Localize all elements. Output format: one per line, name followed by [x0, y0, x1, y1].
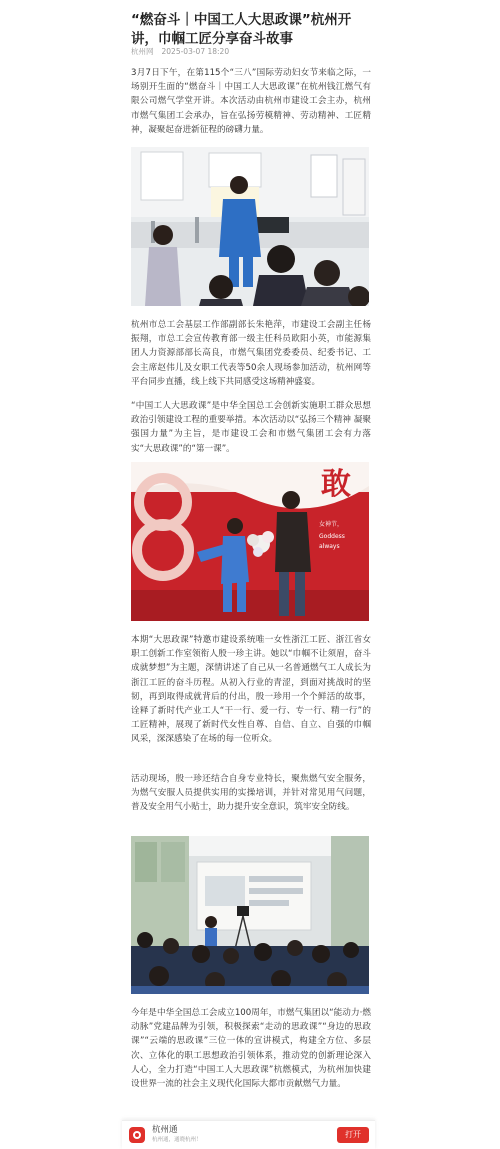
app-slogan: 杭州通，通晓杭州！	[152, 1137, 202, 1143]
article-meta	[131, 47, 371, 57]
paragraph-attendees: 杭州市总工会基层工作部副部长朱艳萍，市建设工会副主任杨振翔，市总工会宣传教育部一级主任科员欧阳小英，市能源集团人力资源部部长高良，市燃气集团党委委员、纪委书记、工会主席赵伟儿及女职工代表等50余人现场参加活动，杭州网等平台同步直播，线上线下共同感受这场精神盛宴。	[131, 320, 371, 387]
paragraph-training: 活动现场，殷一珍还结合自身专业特长，聚焦燃气安全服务，为燃气安服人员提供实用的实操培训，并针对常见用气问题，普及安全用气小贴士，助力提升安全意识，筑牢安全防线。	[131, 774, 371, 813]
banner-line-3: always	[319, 543, 340, 550]
paragraph-speaker: 本期“大思政课”特邀市建设系统唯一女性浙江工匠、浙江省女职工创新工作室领衔人殷一珍主讲。她以“巾帼不让须眉，奋斗成就梦想”为主题，深情讲述了自己从一名普通燃气工人成长为浙江工匠的奋斗历程。从初入行业的青涩，到面对挑战时的坚韧，再到取得成就背后的付出，殷一珍用一个个鲜活的故事，诠释了新时代产业工人“干一行、爱一行、专一行、精一行”的工匠精神，展现了新时代女性自尊、自信、自立、自强的巾帼风采，深深感染了在场的每一位听众。	[131, 635, 371, 745]
banner-line-2: Goddess	[319, 533, 345, 540]
paragraph-purpose: “中国工人大思政课”是中华全国总工会创新实施职工群众思想政治引领建设工程的重要举措。本次活动以“弘扬三个精神 凝聚强国力量”为主旨，是市建设工会和市燃气集团工会有力落实“大思政课”的“第一课”。	[131, 401, 371, 454]
app-download-bar	[122, 1120, 375, 1149]
photo-audience	[131, 836, 369, 994]
banner-line-1: 女神节，	[319, 521, 344, 528]
app-logo-icon	[129, 1127, 145, 1143]
paragraph-intro: 3月7日下午，在第115个“三八”国际劳动妇女节来临之际，一场别开生面的“燃奋斗｜中国工人大思政课”在杭州钱江燃气有限公司燃气学堂开讲。本次活动由杭州市建设工会主办，杭州市燃气集团工会承办，旨在弘扬劳模精神、劳动精神、工匠精神，凝聚起奋进新征程的磅礴力量。	[131, 68, 371, 135]
article-title: “燃奋斗｜中国工人大思政课”杭州开讲，巾帼工匠分享奋斗故事	[131, 12, 352, 47]
article-datetime: 2025-03-07 18:20	[161, 47, 230, 56]
paragraph-conclusion: 今年是中华全国总工会成立100周年，市燃气集团以“能动力·燃动脉”党建品牌为引领，积极探索“走动的思政课”“身边的思政课”“云端的思政课”三位一体的宣讲模式，构建全方位、多层次、立体化的职工思想政治引领体系，推动党的创新理论深入人心，全力打造“中国工人大思政课”杭燃模式，为杭州加快建设世界一流的社会主义现代化国际大都市贡献燃气力量。	[131, 1008, 371, 1090]
banner-big-char: 敢	[321, 467, 351, 502]
photo-flower-presentation	[131, 462, 369, 621]
article-source[interactable]: 杭州网	[131, 47, 154, 56]
photo-lecture	[131, 147, 369, 306]
app-name: 杭州通	[152, 1125, 178, 1135]
open-app-button[interactable]: 打开	[337, 1127, 369, 1143]
